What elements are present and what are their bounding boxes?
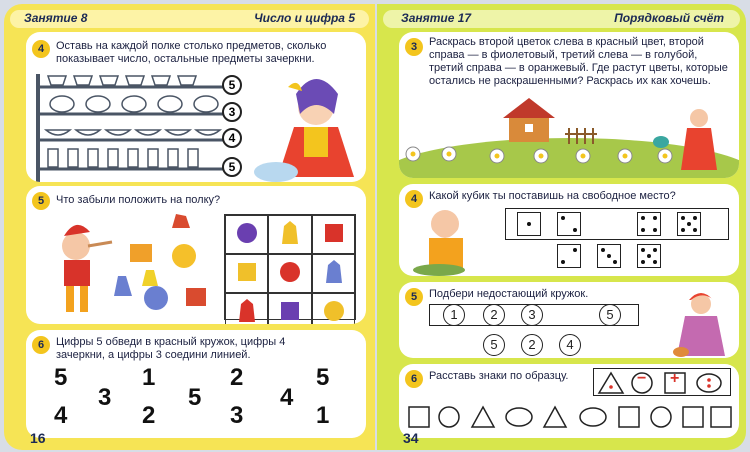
task-number: 5 [405, 288, 423, 306]
dice-one [517, 212, 541, 236]
grid-cell [312, 215, 355, 254]
topic-title: Порядковый счёт [614, 11, 724, 25]
digit: 5 [316, 364, 330, 391]
topic-title: Число и цифра 5 [254, 11, 355, 25]
task-number: 6 [32, 336, 50, 354]
minus-sign: − [637, 370, 647, 387]
digit: 5 [54, 364, 68, 391]
meadow-illustration [399, 32, 739, 178]
task-text: Подбери недостающий кружок. [429, 288, 589, 300]
task-text: Расставь знаки по образцу. [429, 370, 569, 382]
shape-sequence [407, 404, 733, 430]
grid-cell [312, 293, 355, 324]
grid-cell [268, 293, 311, 324]
sample-signs [597, 371, 729, 395]
digit: 4 [280, 384, 294, 411]
number-ring: 5 [599, 304, 621, 326]
grid-cell [225, 293, 268, 324]
task-5-card [26, 186, 366, 324]
option-ring[interactable]: 2 [521, 334, 543, 356]
shelf-number: 5 [222, 157, 242, 177]
digit: 2 [142, 402, 156, 429]
task-number: 4 [405, 190, 423, 208]
lesson-title: Занятие 17 [401, 11, 472, 25]
dice-option-three[interactable] [597, 244, 621, 268]
grid-cell [268, 215, 311, 254]
number-ring: 3 [521, 304, 543, 326]
task-text: Цифры 5 обведи в красный кружок, цифры 4 зачеркни, а цифры 3 соедини линией. [56, 336, 286, 361]
task-6-card [399, 364, 739, 438]
task-3-card [399, 32, 739, 178]
shelf-number: 4 [222, 128, 242, 148]
task-text: Какой кубик ты поставишь на свободное место? [429, 190, 676, 202]
digit: 3 [98, 384, 112, 411]
grandpa-illustration [399, 184, 509, 276]
task-text: Что забыли положить на полку? [56, 194, 221, 206]
dice-option-two[interactable] [557, 244, 581, 268]
number-ring: 1 [443, 304, 465, 326]
dice-four [637, 212, 661, 236]
task-text: Оставь на каждой полке столько предметов, сколько показывает число, остальные предметы зачеркни. [56, 40, 327, 65]
task-number: 4 [32, 40, 50, 58]
grid-cell [268, 254, 311, 293]
task-4-card [26, 32, 366, 182]
option-ring[interactable]: 4 [559, 334, 581, 356]
dice-two [557, 212, 581, 236]
grid-cell [225, 254, 268, 293]
plus-sign: + [670, 370, 680, 387]
shelves-illustration [26, 32, 366, 182]
dice-option-five[interactable] [637, 244, 661, 268]
digit: 4 [54, 402, 68, 429]
right-header [383, 10, 740, 28]
task-number: 3 [405, 38, 423, 56]
shelf-number: 5 [222, 75, 242, 95]
shelf-number: 3 [222, 102, 242, 122]
right-page [377, 4, 746, 450]
page-number: 34 [403, 430, 419, 446]
task-4-card [399, 184, 739, 276]
digit: 1 [316, 402, 330, 429]
lesson-title: Занятие 8 [24, 11, 88, 25]
option-ring[interactable]: 5 [483, 334, 505, 356]
task-5-card [399, 282, 739, 358]
left-page [4, 4, 375, 450]
task-6-card [26, 330, 366, 438]
dice-empty-slot[interactable] [597, 212, 621, 236]
grid-cell [225, 215, 268, 254]
task-number: 5 [32, 192, 50, 210]
digit: 1 [142, 364, 156, 391]
grandma-illustration [667, 286, 737, 358]
left-header [10, 10, 369, 28]
task-number: 6 [405, 370, 423, 388]
task-text: Раскрась второй цветок слева в красный цвет, второй справа — в фиолетовый, третий слева — в голубой, третий справа — в оранжевый. Где растут цветы, которые остались не раскрашенными? Раскрась их как хочешь. [429, 36, 728, 87]
dice-five [677, 212, 701, 236]
number-ring: 2 [483, 304, 505, 326]
digit: 3 [230, 402, 244, 429]
shapes-grid [224, 214, 356, 320]
page-number: 16 [30, 430, 46, 446]
grid-cell [312, 254, 355, 293]
missing-ring-slot[interactable] [559, 304, 581, 326]
digit: 5 [188, 384, 202, 411]
digit: 2 [230, 364, 244, 391]
